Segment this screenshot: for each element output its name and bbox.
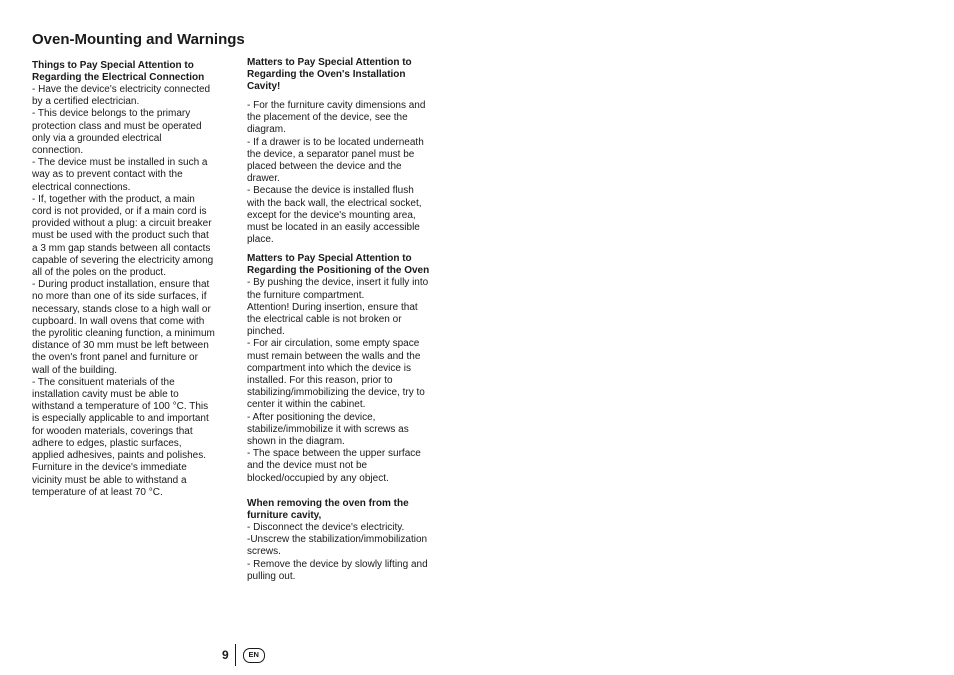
body-line: connection. <box>32 145 84 157</box>
body-line: the electrical cable is not broken or <box>247 314 402 326</box>
body-line: blocked/occupied by any object. <box>247 472 389 484</box>
body-line: stabilizing/immobilizing the device, try to <box>247 387 425 399</box>
body-line: pulling out. <box>247 570 296 582</box>
body-line: way as to prevent contact with the <box>32 169 183 181</box>
body-line: - During product installation, ensure that <box>32 279 210 291</box>
section-heading-line: Cavity! <box>247 81 281 92</box>
left-column <box>32 60 226 499</box>
body-line: Furniture in the device's immediate <box>32 462 187 474</box>
body-line: pinched. <box>247 326 285 338</box>
body-line: place. <box>247 234 274 246</box>
electrical-connection-section <box>32 60 226 499</box>
section-heading-line: Regarding the Oven's Installation <box>247 69 406 80</box>
right-column <box>247 57 447 583</box>
language-badge: EN <box>243 648 265 663</box>
body-line: - The device must be installed in such a <box>32 157 208 169</box>
body-line: - By pushing the device, insert it fully into <box>247 277 429 289</box>
body-line: installation cavity must be able to <box>32 389 179 401</box>
body-line: is especially applicable to and important <box>32 413 209 425</box>
body-line: - Have the device's electricity connected <box>32 84 211 95</box>
body-line: the pyrolitic cleaning function, a minimum <box>32 328 215 340</box>
body-line: must be used with the product such that <box>32 230 209 242</box>
body-line: - If, together with the product, a main <box>32 193 195 205</box>
body-line: - Remove the device by slowly lifting and <box>247 558 428 570</box>
body-line: with the back wall, the electrical socket, <box>247 197 422 209</box>
body-line: no more than one of its side surfaces, if <box>32 291 207 303</box>
body-line: vicinity must be able to withstand a <box>32 474 187 486</box>
body-line: electrical connections. <box>32 181 131 193</box>
body-line: drawer. <box>247 173 280 185</box>
body-line: protection class and must be operated <box>32 120 202 132</box>
body-line: placed between the device and the <box>247 161 402 173</box>
body-line: provided without a plug: a circuit breaker <box>32 218 212 230</box>
body-line: the furniture compartment. <box>247 289 365 301</box>
body-line: only via a grounded electrical <box>32 132 162 144</box>
section-heading-line: Regarding the Positioning of the Oven <box>247 265 430 277</box>
body-line: - After positioning the device, <box>247 411 376 423</box>
body-line: all of the poles on the product. <box>32 267 166 279</box>
body-line: - Because the device is installed flush <box>247 185 414 197</box>
body-line: must be located in an easily accessible <box>247 222 420 234</box>
body-line: diagram. <box>247 124 286 136</box>
body-line: - This device belongs to the primary <box>32 108 191 120</box>
body-line: distance of 30 mm must be left between <box>32 340 209 352</box>
body-line: installed. For this reason, prior to <box>247 375 393 387</box>
section-heading-line: Regarding the Electrical Connection <box>32 72 205 83</box>
page-title: Oven-Mounting and Warnings <box>32 31 245 48</box>
page-number: 9 <box>222 648 229 662</box>
body-line: -Unscrew the stabilization/immobilization <box>247 534 428 546</box>
body-line: the device, a separator panel must be <box>247 148 415 160</box>
body-line: screws. <box>247 546 281 558</box>
body-line: - Disconnect the device's electricity. <box>247 521 405 533</box>
section-heading-line: Matters to Pay Special Attention to <box>247 57 412 68</box>
body-line: - For the furniture cavity dimensions and <box>247 100 426 111</box>
body-line: center it within the cabinet. <box>247 399 366 411</box>
body-line: - For air circulation, some empty space <box>247 338 420 350</box>
page-footer <box>222 644 265 666</box>
footer-divider <box>235 644 236 666</box>
body-line: and the device must not be <box>247 460 368 472</box>
body-line: by a certified electrician. <box>32 96 140 108</box>
body-line: - The consituent materials of the <box>32 376 175 388</box>
body-line: shown in the diagram. <box>247 436 345 448</box>
installation-cavity-section <box>247 57 447 246</box>
body-line: temperature of at least 70 °C. <box>32 486 163 498</box>
body-line: necessary, stands close to a high wall or <box>32 303 211 315</box>
body-line: - The space between the upper surface <box>247 448 421 460</box>
body-line: wall of the building. <box>32 364 118 376</box>
body-line: adhere to edges, plastic surfaces, <box>32 437 182 449</box>
body-line: must remain between the walls and the <box>247 350 421 362</box>
body-line: - If a drawer is to be located underneath <box>247 136 424 148</box>
section-heading-line: Matters to Pay Special Attention to <box>247 253 412 265</box>
section-heading-line: Things to Pay Special Attention to <box>32 60 194 71</box>
body-line: for wooden materials, coverings that <box>32 425 193 437</box>
section-heading-line: When removing the oven from the <box>247 497 409 509</box>
removal-section <box>247 498 447 583</box>
section-heading-line: furniture cavity, <box>247 509 322 521</box>
positioning-section <box>247 253 447 484</box>
body-line: cord is not provided, or if a main cord is <box>32 206 207 218</box>
body-line: a 3 mm gap stands between all contacts <box>32 242 211 254</box>
body-line: withstand a temperature of 100 °C. This <box>32 401 209 413</box>
body-line: Attention! During insertion, ensure that <box>247 301 418 313</box>
body-line: the placement of the device, see the <box>247 112 408 124</box>
body-line: stabilize/immobilize it with screws as <box>247 423 409 435</box>
body-line: cupboard. In wall ovens that come with <box>32 315 205 327</box>
body-line: capable of severing the electricity among <box>32 254 214 266</box>
body-line: the oven's front panel and furniture or <box>32 352 198 364</box>
body-line: applied adhesives, paints and polishes. <box>32 450 207 462</box>
body-line: compartment into which the device is <box>247 362 411 374</box>
body-line: except for the device's mounting area, <box>247 209 416 221</box>
